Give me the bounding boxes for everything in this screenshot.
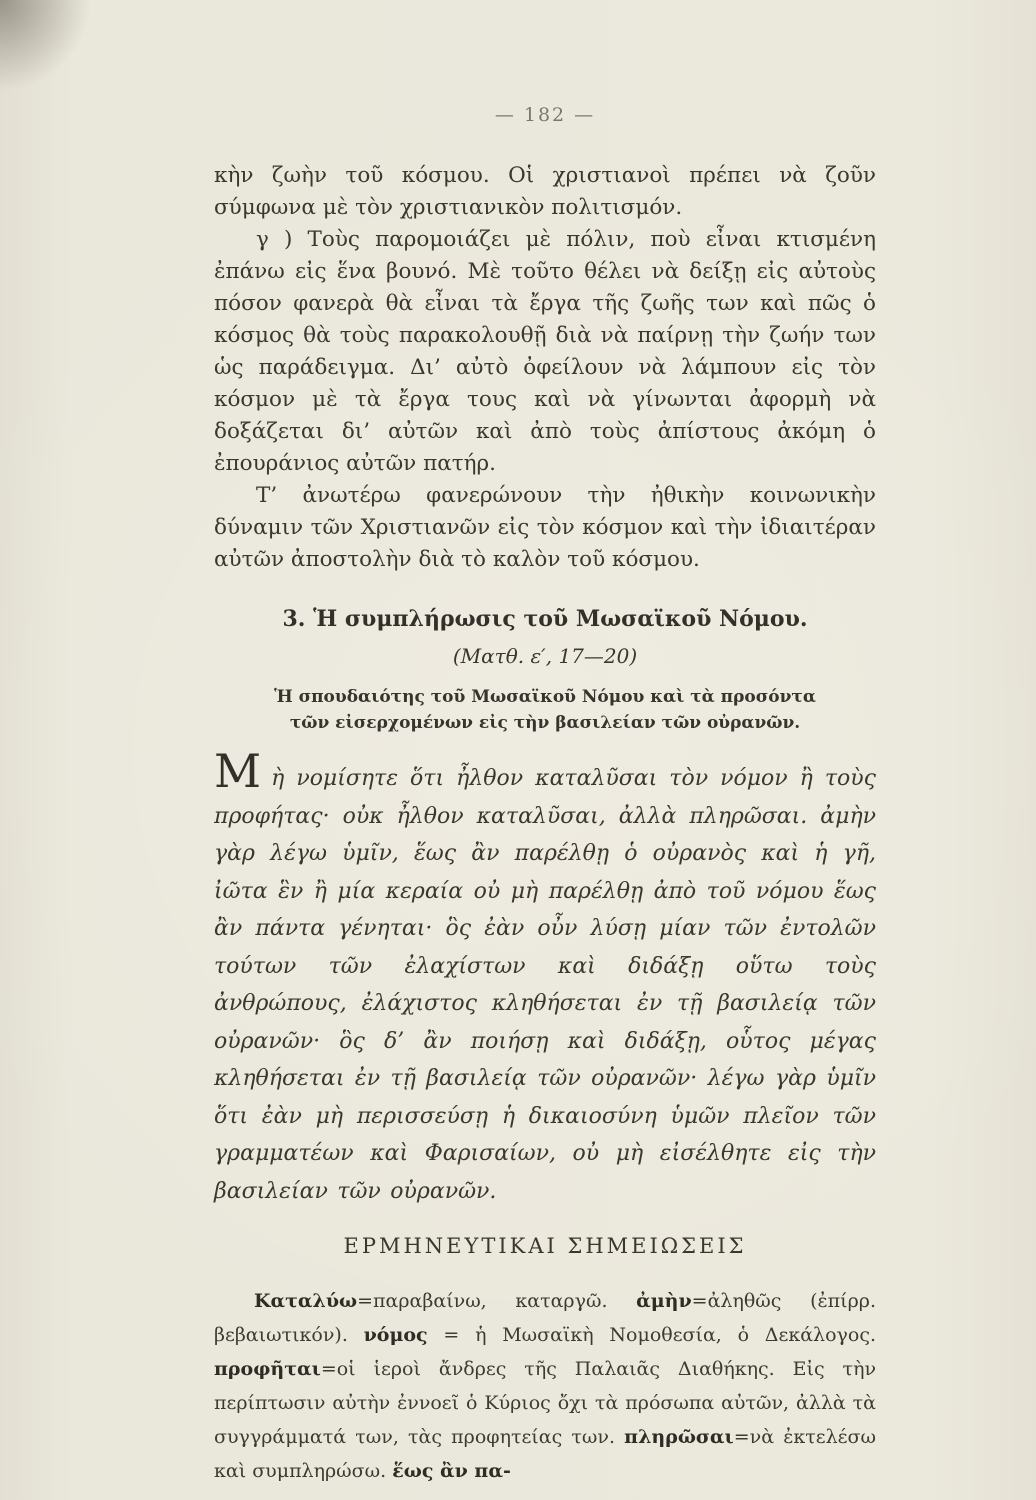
notes-definition: =ἀληθῶς (ἐπίρρ. βεβαιωτικόν). <box>214 1290 876 1346</box>
notes-term: νόμος <box>363 1324 428 1346</box>
section-heading: 3. Ἡ συμπλήρωσις τοῦ Μωσαϊκοῦ Νόμου. <box>282 606 808 632</box>
notes-definition: =νὰ ἐκτελέσω καὶ συμπληρώσω. <box>214 1426 876 1482</box>
notes-definition: =παραβαίνω, καταργῶ. <box>357 1290 637 1312</box>
scripture-reference: (Ματθ. ε′, 17—20) <box>452 644 638 668</box>
page-number: — 182 — <box>494 104 596 126</box>
drop-cap-initial: Μ <box>214 744 262 798</box>
notes-definition: =οἱ ἱεροὶ ἄνδρες τῆς Παλαιᾶς Διαθήκης. Εἰς τὴν περίπτωσιν αὐτὴν ἐννοεῖ ὁ Κύριος ὄχι τὰ πρόσωπα αὐτῶν, ἀλλὰ τὰ συγγράμματά των, τὰς προφητείας των. <box>214 1358 876 1448</box>
body-paragraph: γ ) Τοὺς παρομοιάζει μὲ πόλιν, ποὺ εἶναι κτισμένη ἐπάνω εἰς ἕνα βουνό. Μὲ τοῦτο θέλει νὰ δείξῃ εἰς αὐτοὺς πόσον φανερὰ θὰ εἶναι τὰ ἔργα τῆς ζωῆς των καὶ πῶς ὁ κόσμος θὰ τοὺς παρακολουθῇ διὰ νὰ παίρνῃ τὴν ζωήν των ὡς παράδειγμα. Δι’ αὐτὸ ὀφείλουν νὰ λάμπουν εἰς τὸν κόσμον μὲ τὰ ἔργα τους καὶ νὰ γίνωνται ἀφορμὴ νὰ δοξάζεται δι’ αὐτῶν καὶ ἀπὸ τοὺς ἀπίστους ἀκόμη ὁ ἐπουράνιος αὐτῶν πατήρ. <box>214 227 876 476</box>
notes-term: ἀμὴν <box>636 1290 692 1312</box>
notes-definition: = ἡ Μωσαϊκὴ Νομοθεσία, ὁ Δεκάλογος. <box>427 1324 876 1346</box>
scripture-text: ὴ νομίσητε ὅτι ἦλθον καταλῦσαι τὸν νόμον ἢ τοὺς προφήτας· οὐκ ἦλθον καταλῦσαι, ἀλλὰ πληρῶσαι. ἀμὴν γὰρ λέγω ὑμῖν, ἕως ἂν παρέλθῃ ὁ οὐρανὸς καὶ ἡ γῆ, ἰῶτα ἓν ἢ μία κεραία οὐ μὴ παρέλθῃ ἀπὸ τοῦ νόμου ἕως ἂν πάντα γένηται· ὃς ἐὰν οὖν λύσῃ μίαν τῶν ἐντολῶν τούτων τῶν ἐλαχίστων καὶ διδάξῃ οὕτω τοὺς ἀνθρώπους, ἐλάχιστος κληθήσεται ἐν τῇ βασιλείᾳ τῶν οὐρανῶν· ὃς δ’ ἂν ποιήσῃ καὶ διδάξῃ, οὗτος μέγας κληθήσεται ἐν τῇ βασιλείᾳ τῶν οὐρανῶν· λέγω γὰρ ὑμῖν ὅτι ἐὰν μὴ περισσεύσῃ ἡ δικαιοσύνη ὑμῶν πλεῖον τῶν γραμματέων καὶ Φαρισαίων, οὐ μὴ εἰσέλθητε εἰς τὴν βασιλείαν τῶν οὐρανῶν. <box>214 766 876 1204</box>
notes-term: ἕως ἂν πα- <box>392 1460 511 1482</box>
notes-paragraph <box>214 1284 876 1488</box>
notes-term: Καταλύω <box>254 1290 358 1312</box>
section-summary: Ἡ σπουδαιότης τοῦ Μωσαϊκοῦ Νόμου καὶ τὰ προσόντα τῶν εἰσερχομένων εἰς τὴν βασιλείαν τῶν οὐρανῶν. <box>274 687 816 733</box>
notes-term: προφῆται <box>214 1358 321 1380</box>
notes-term: πληρῶσαι <box>624 1426 734 1448</box>
notes-heading: ΕΡΜΗΝΕΥΤΙΚΑΙ ΣΗΜΕΙΩΣΕΙΣ <box>343 1234 747 1258</box>
scripture-passage <box>214 744 876 1210</box>
body-paragraph: Τ’ ἀνωτέρω φανερώνουν τὴν ἠθικὴν κοινωνικὴν δύναμιν τῶν Χριστιανῶν εἰς τὸν κόσμον καὶ τὴν ἰδιαιτέραν αὐτῶν ἀποστολὴν διὰ τὸ καλὸν τοῦ κόσμου. <box>214 483 876 572</box>
body-paragraph-continuation: κὴν ζωὴν τοῦ κόσμου. Οἱ χριστιανοὶ πρέπει νὰ ζοῦν σύμφωνα μὲ τὸν χριστιανικὸν πολιτισμόν. <box>214 163 876 220</box>
